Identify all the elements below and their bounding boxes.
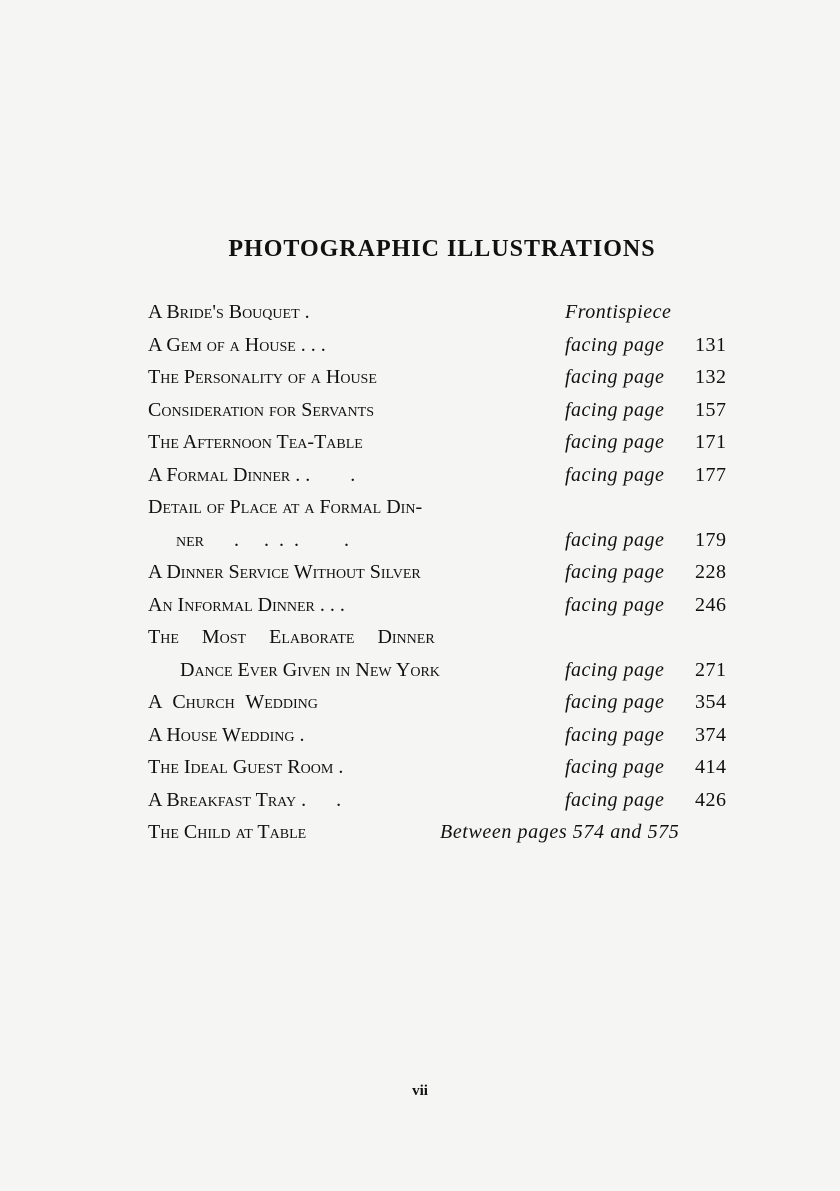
entry-title: The Personality of a House [148, 366, 377, 388]
entry-page-number: 354 [695, 691, 727, 713]
entry-page-ref: facing page 177 [565, 459, 664, 492]
list-item [148, 459, 738, 492]
entry-title: Detail of Place at a Formal Din- [148, 496, 423, 518]
entry-page-ref: Between pages 574 and 575 [440, 821, 680, 843]
list-item [148, 621, 738, 654]
page-number: vii [412, 1083, 428, 1099]
entry-page-number: 426 [695, 788, 727, 811]
entry-title: A House Wedding . [148, 723, 305, 746]
entry-page-number: 228 [695, 561, 727, 583]
entry-page-ref: facing page 246 [565, 589, 664, 622]
entry-page-number: 271 [695, 658, 727, 681]
list-item [148, 394, 738, 427]
list-item [148, 751, 738, 784]
entry-title: The Child at Table [148, 821, 307, 843]
entry-page-ref: facing page 354 [565, 686, 664, 719]
entry-title: The Afternoon Tea-Table [148, 431, 363, 453]
entry-page-ref: facing page 374 [565, 719, 664, 752]
entry-title: A Gem of a House . . . [148, 333, 326, 356]
entry-page-ref: facing page 271 [565, 654, 664, 687]
entry-title-continued: Dance Ever Given in New York [180, 658, 440, 681]
entry-page-ref: facing page 157 [565, 394, 664, 427]
list-item [148, 426, 738, 459]
list-item [148, 784, 738, 817]
entry-page-ref: facing page 426 [565, 784, 664, 817]
entry-title: A Church Wedding [148, 691, 318, 713]
entry-page-ref: facing page 132 [565, 361, 664, 394]
list-item [148, 556, 738, 589]
list-item [148, 491, 738, 524]
entry-page-ref: facing page 171 [565, 426, 664, 459]
entry-page-number: 374 [695, 723, 727, 746]
entry-page-number: 131 [695, 333, 727, 356]
entry-page-number: 132 [695, 366, 727, 388]
entry-title: An Informal Dinner . . . [148, 593, 345, 616]
list-item [148, 719, 738, 752]
entry-page-number: 179 [695, 528, 727, 551]
list-item [148, 329, 738, 362]
entry-title: A Formal Dinner . . . [148, 463, 356, 486]
entry-title: A Breakfast Tray . . [148, 788, 342, 811]
entry-page-ref: facing page 179 [565, 524, 664, 557]
entry-title: A Bride's Bouquet . [148, 301, 310, 323]
list-item [148, 654, 738, 687]
entry-title: The Ideal Guest Room . [148, 756, 344, 778]
illustrations-list [148, 296, 738, 849]
entry-page-ref: facing page 131 [565, 329, 664, 362]
entry-page-number: 246 [695, 593, 727, 616]
entry-page-ref: facing page 228 [565, 556, 664, 589]
entry-page-number: 157 [695, 398, 727, 421]
entry-title: The Most Elaborate Dinner [148, 626, 435, 648]
list-item [148, 816, 738, 849]
entry-title-continued: ner . . . . . [176, 528, 349, 551]
entry-title: Consideration for Servants [148, 398, 374, 421]
page-heading: PHOTOGRAPHIC ILLUSTRATIONS [228, 236, 656, 262]
list-item [148, 361, 738, 394]
entry-page-number: 414 [695, 756, 727, 778]
list-item [148, 589, 738, 622]
entry-page-ref: Frontispiece [565, 301, 672, 323]
entry-page-number: 177 [695, 463, 727, 486]
list-item [148, 524, 738, 557]
entry-page-ref: facing page 414 [565, 751, 664, 784]
list-item [148, 296, 738, 329]
entry-page-number: 171 [695, 431, 727, 453]
entry-title: A Dinner Service Without Silver [148, 561, 421, 583]
list-item [148, 686, 738, 719]
